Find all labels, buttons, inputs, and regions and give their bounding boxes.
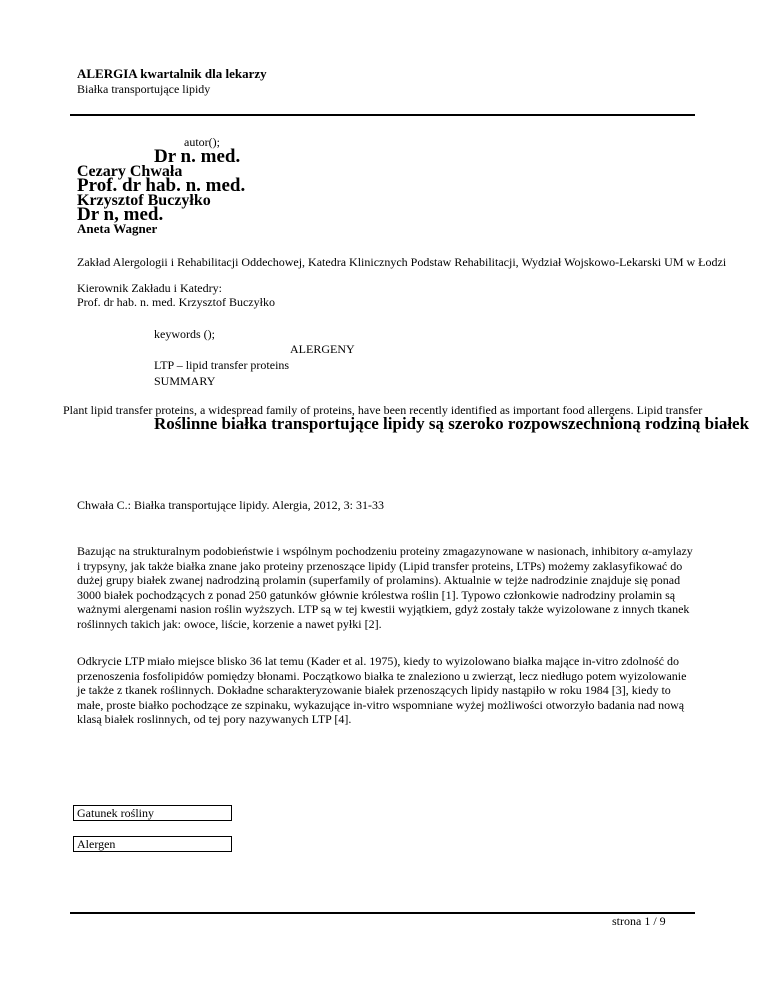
keyword-item: SUMMARY — [154, 374, 216, 388]
author-3-name: Aneta Wagner — [77, 221, 158, 236]
table-header-cell-allergen: Alergen — [73, 836, 232, 852]
author-label: autor(); — [184, 135, 220, 149]
abstract-english: Plant lipid transfer proteins, a widespread family of proteins, have been recently identified as important food allergens. Lipid transfer — [63, 403, 703, 417]
top-divider — [70, 114, 695, 116]
keywords-label: keywords (); — [154, 327, 215, 341]
page-number: strona 1 / 9 — [612, 914, 666, 928]
abstract-polish-heading: Roślinne białka transportujące lipidy są szeroko rozpowszechnioną rodziną białek — [154, 414, 750, 433]
citation: Chwała C.: Białka transportujące lipidy. Alergia, 2012, 3: 31-33 — [77, 498, 384, 512]
body-paragraph: Bazując na strukturalnym podobieństwie i wspólnym pochodzeniu proteiny zmagazynowane w nasionach, inhibitory α-amylazy i trypsyny, jak także białka znane jako proteiny przenoszące lipidy (Lipid transfer proteins, LTPs) możemy zaklasyfikować do dużej grupy białek zwanej nadrodziną prolamin (superfamily of prolamins). Aktualnie w tejże nadrodzinie znajduje się ponad 3000 białek pochodzących z ponad 250 gatunków głównie królestwa roślin [1]. Typowo członkowie nadrodziny prolamin są ważnymi alergenami nasion roślin wyższych. LTP są w tej kwestii wyjątkiem, gdyż zostały także wyizolowane z innych tkanek roślinnych takich jak: owoce, liście, korzenie a nawet pyłki [2]. — [77, 544, 693, 631]
author-2-degree: Prof. dr hab. n. med. — [77, 175, 246, 196]
bottom-divider — [70, 912, 695, 914]
author-1-name: Cezary Chwała — [77, 163, 183, 180]
article-subtitle: Białka transportujące lipidy — [77, 82, 211, 96]
keyword-item: ALERGENY — [290, 342, 355, 356]
author-1-degree: Dr n. med. — [154, 146, 241, 167]
author-3-degree: Dr n, med. — [77, 204, 164, 225]
head-of-department-name: Prof. dr hab. n. med. Krzysztof Buczyłko — [77, 295, 275, 309]
author-2-name: Krzysztof Buczyłko — [77, 192, 211, 209]
keyword-item: LTP – lipid transfer proteins — [154, 358, 290, 372]
table-header-cell-plant-species: Gatunek rośliny — [73, 805, 232, 821]
journal-title: ALERGIA kwartalnik dla lekarzy — [77, 66, 267, 81]
head-of-department-label: Kierownik Zakładu i Katedry: — [77, 281, 222, 295]
affiliation: Zakład Alergologii i Rehabilitacji Oddechowej, Katedra Klinicznych Podstaw Rehabilitacji, Wydział Wojskowo-Lekarski UM w Łodzi — [77, 255, 727, 269]
body-paragraph: Odkrycie LTP miało miejsce blisko 36 lat temu (Kader et al. 1975), kiedy to wyizolowano białka mające in-vitro zdolność do przenoszenia fosfolipidów pomiędzy błonami. Początkowo białka te znaleziono u zwierząt, lecz niedługo potem wyizolowanie je także z tkanek roślinnych. Dokładne scharakteryzowanie białek przenoszących lipidy nastąpiło w roku 1984 [3], kiedy to małe, proste białko pochodzące ze szpinaku, wykazujące in-vitro wspomniane wyżej możliwości otworzyło badania nad nową klasą białek roslinnych, od tej pory nazywanych LTP [4]. — [77, 654, 687, 727]
